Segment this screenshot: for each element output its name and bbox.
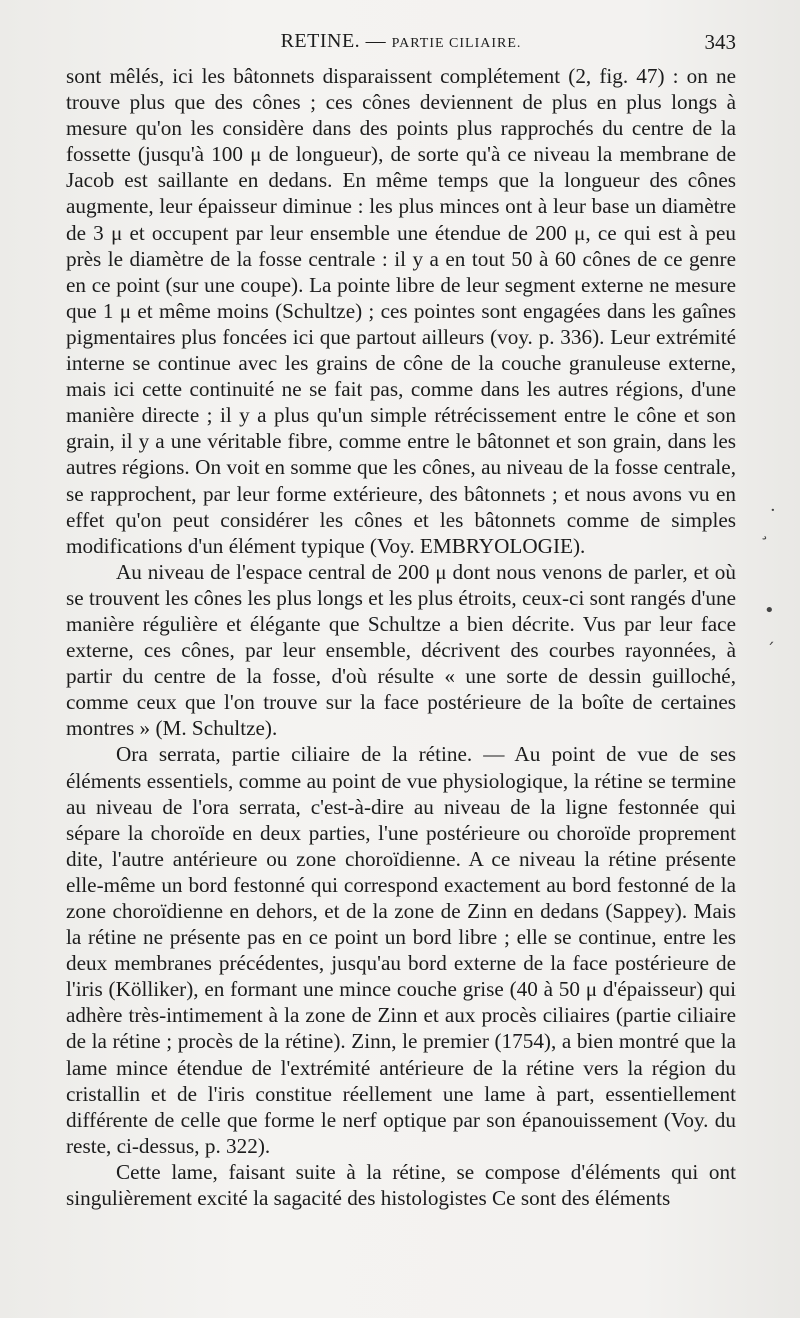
header-title-main: RETINE. —	[280, 30, 392, 52]
margin-marks	[750, 480, 790, 680]
header-title	[66, 30, 736, 53]
margin-mark-icon: •	[764, 600, 775, 621]
body-text	[66, 63, 736, 1211]
paragraph-2: Au niveau de l'espace central de 200 μ dont nous venons de parler, et où se trouvent les cônes les plus longs et les plus étroits, ceux-ci sont rangés d'une manière régulière et élégante que Schultze a bien décrite. Vus par leur face externe, ces cônes, par leur ensemble, décrivent des courbes rayonnées, à partir du centre de la fosse, d'où résulte « une sorte de dessin guilloché, comme ceux que l'on trouve sur la face postérieure de la boîte de certaines montres » (M. Schultze).	[66, 559, 736, 741]
margin-mark-icon: ´	[766, 640, 775, 661]
paragraph-3: Ora serrata, partie ciliaire de la rétine. — Au point de vue de ses éléments essentiels, comme au point de vue physiologique, la rétine se termine au niveau de l'ora serrata, c'est-à-dire au niveau de la ligne festonnée qui sépare la choroïde en deux parties, l'une postérieure ou choroïde proprement dite, l'autre antérieure ou zone choroïdienne. A ce niveau la rétine présente elle-même un bord festonné qui correspond exactement au bord festonné de la zone choroïdienne en dehors, et de la zone de Zinn en dedans (Sappey). Mais la rétine ne présente pas en ce point un bord libre ; elle se continue, entre les deux membranes précédentes, jusqu'au bord externe de la face postérieure de l'iris (Kölliker), en formant une mince couche grise (40 à 50 μ d'épaisseur) qui adhère très-intimement à la zone de Zinn et aux procès ciliaires (partie ciliaire de la rétine ; procès de la rétine). Zinn, le premier (1754), a bien montré que la lame mince étendue de l'extrémité antérieure de la rétine vers la région du cristallin et de l'iris constitue réellement une lame à part, essentiellement différente de celle que forme le nerf optique par son épanouissement (Voy. du reste, ci-dessus, p. 322).	[66, 742, 736, 1158]
paragraph-1: sont mêlés, ici les bâtonnets disparaissent complétement (2, fig. 47) : on ne trouve plus que des cônes ; ces cônes deviennent de plus en plus longs à mesure qu'on les considère dans des points plus rapprochés du centre de la fossette (jusqu'à 100 μ de longueur), de sorte qu'à ce niveau la membrane de Jacob est saillante en dedans. En même temps que la longueur des cônes augmente, leur épaisseur diminue : les plus minces ont à leur base un diamètre de 3 μ et occupent par leur ensemble une étendue de 200 μ, ce qui est à peu près le diamètre de la fosse centrale : il y a en tout 50 à 60 cônes de ce genre en ce point (sur une coupe). La pointe libre de leur segment externe ne mesure que 1 μ et même moins (Schultze) ; ces pointes sont engagées dans les gaînes pigmentaires plus foncées ici que partout ailleurs (voy. p. 336). Leur extrémité interne se continue avec les grains de cône de la couche granuleuse externe, mais ici cette continuité ne se fait pas, comme dans les autres régions, d'une manière directe ; il y a plus qu'un simple rétrécissement entre le cône et son grain, il y a une véritable fibre, comme entre le bâtonnet et son grain, dans les autres régions. On voit en somme que les cônes, au niveau de la fosse centrale, se rapprochent, par leur forme extérieure, des bâtonnets ; et nous avons vu en effet qu'on peut considérer les cônes et les bâtonnets comme de simples modifications d'un élément typique (Voy. EMBRYOLOGIE).	[66, 64, 736, 558]
paragraph-4: Cette lame, faisant suite à la rétine, se compose d'éléments qui ont singulièrement excité la sagacité des histologistes Ce sont des éléments	[66, 1159, 736, 1211]
header-subtitle: PARTIE CILIAIRE.	[391, 36, 522, 51]
page-number: 343	[704, 30, 736, 54]
margin-mark-icon: ¸	[760, 520, 769, 541]
running-header	[66, 30, 736, 60]
margin-mark-icon: ·	[770, 500, 776, 521]
